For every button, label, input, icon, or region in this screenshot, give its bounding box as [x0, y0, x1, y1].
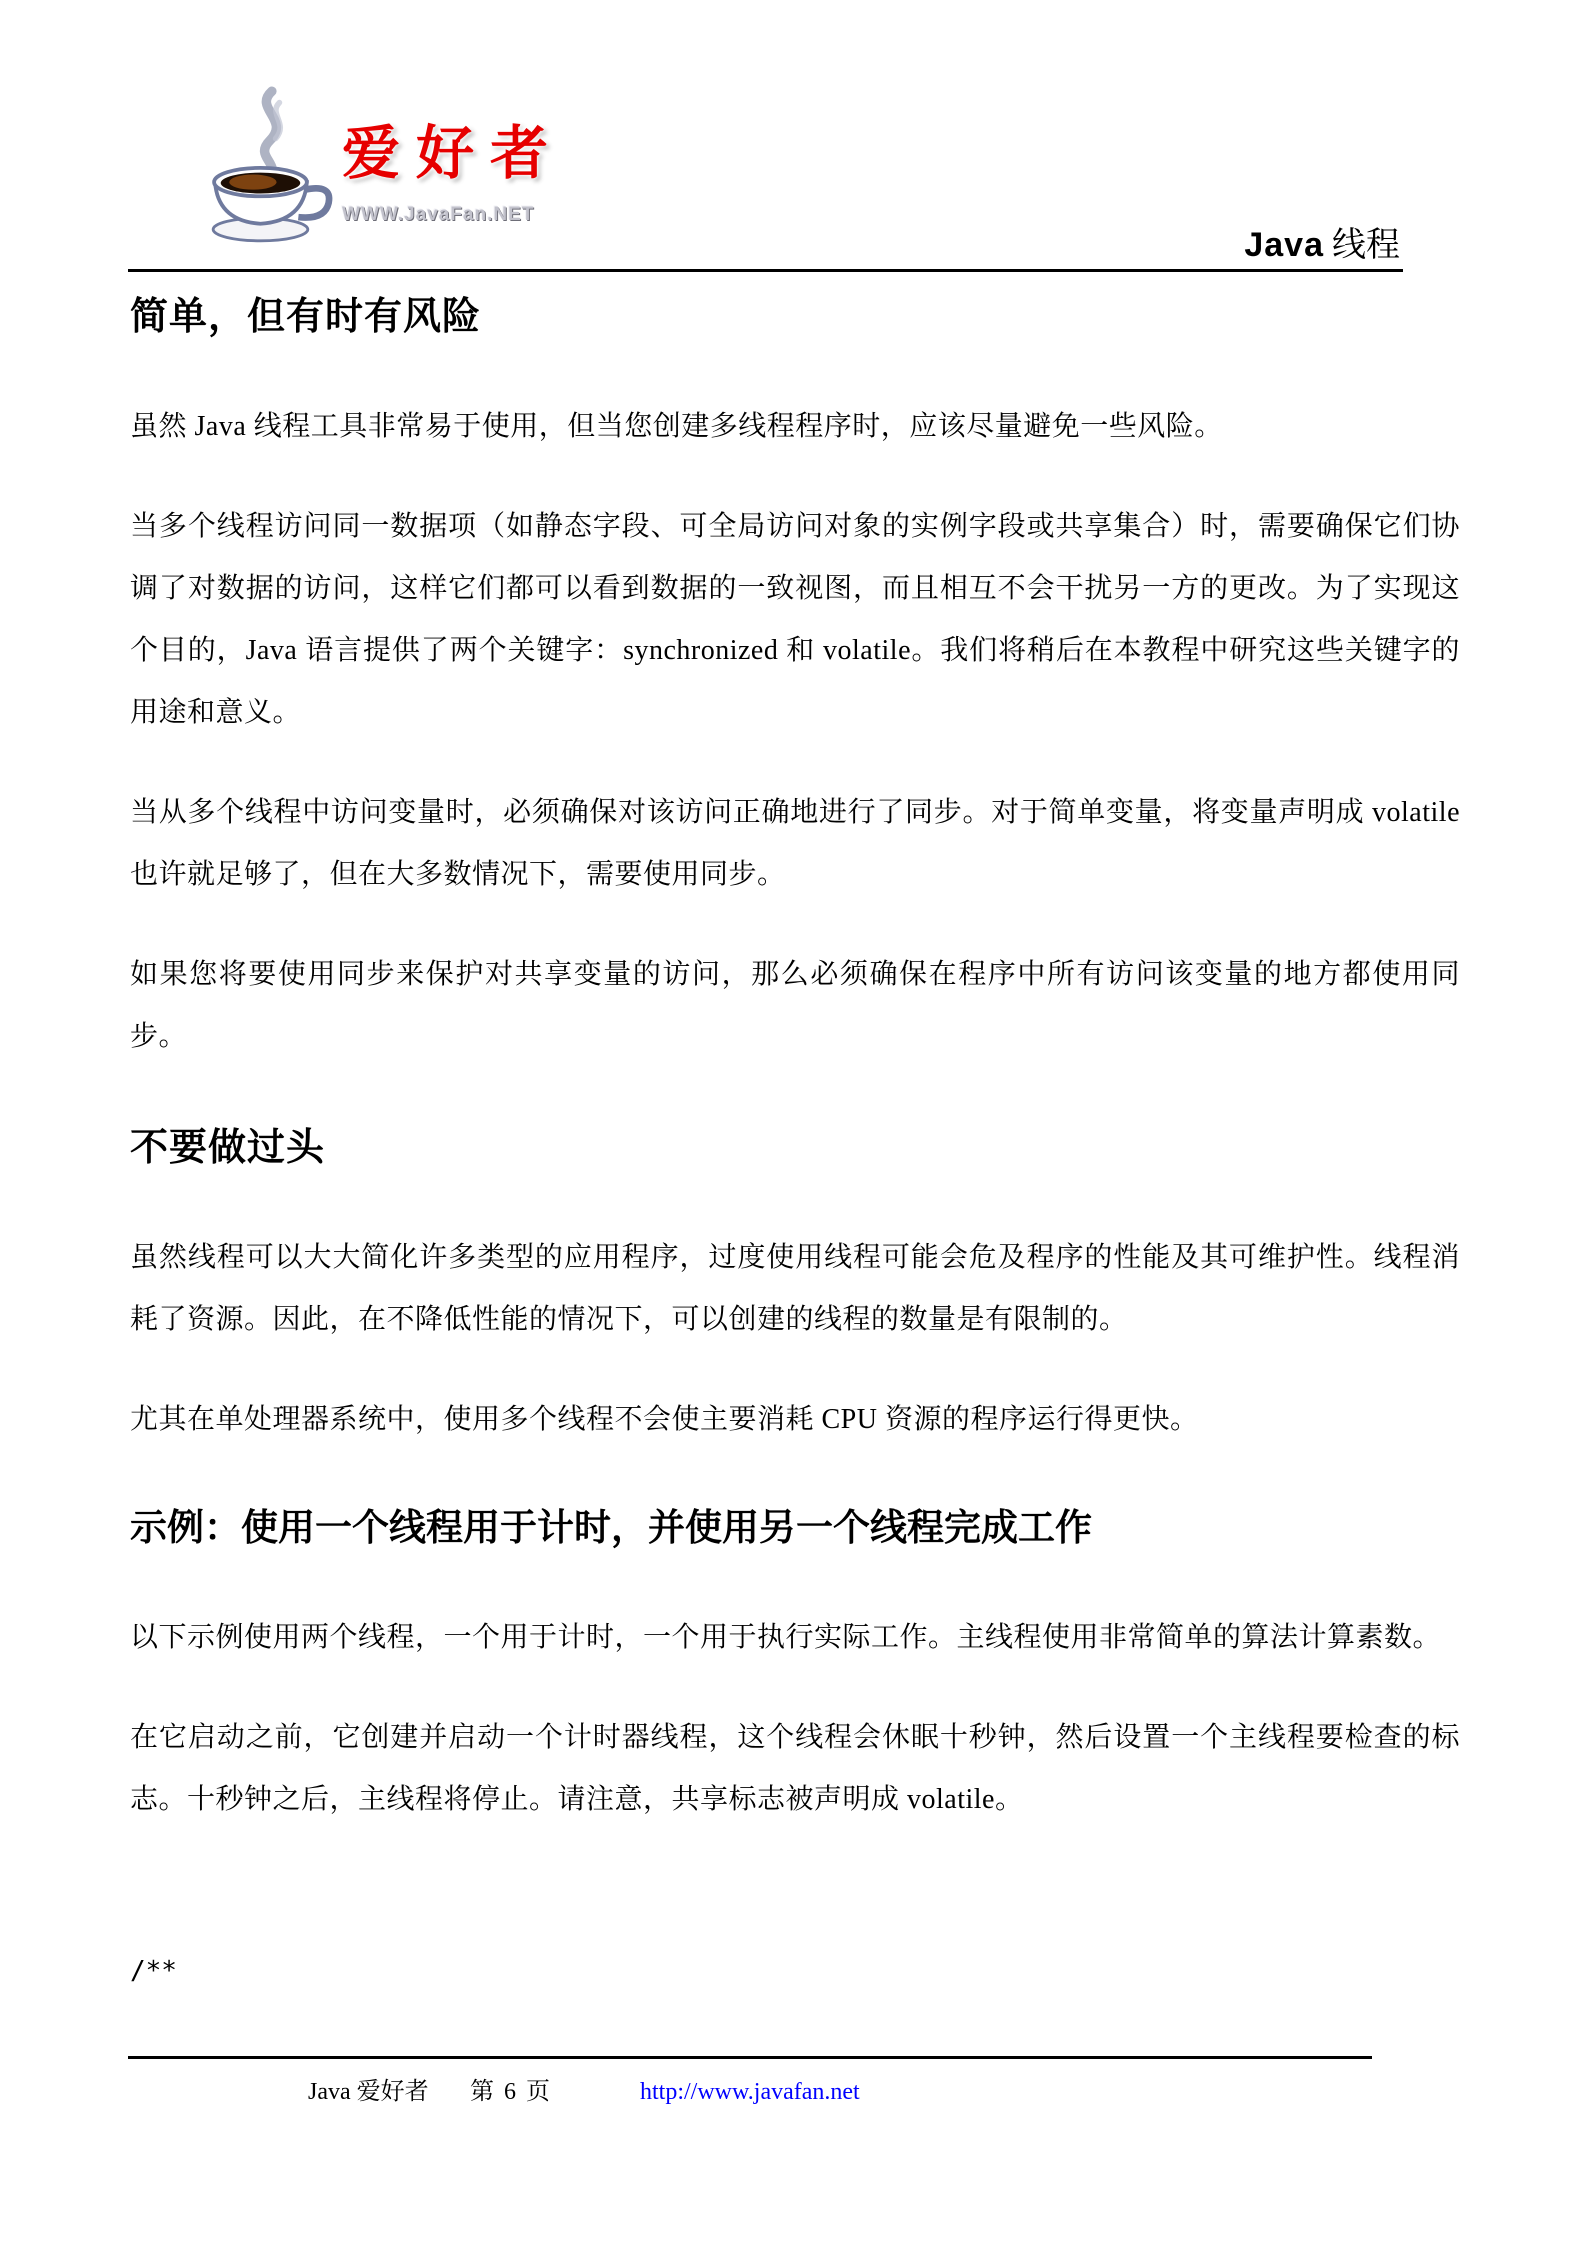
paragraph: 在它启动之前，它创建并启动一个计时器线程，这个线程会休眠十秒钟，然后设置一个主线程要检查的标志。十秒钟之后，主线程将停止。请注意，共享标志被声明成 volatile。: [130, 1722, 1460, 1815]
footer-site-name: Java 爱好者: [308, 2079, 429, 2105]
paragraph: 虽然线程可以大大简化许多类型的应用程序，过度使用线程可能会危及程序的性能及其可维护性。线程消耗了资源。因此，在不降低性能的情况下，可以创建的线程的数量是有限制的。: [130, 1242, 1460, 1335]
page-header: [0, 0, 1586, 272]
section-heading-overdo: 不要做过头: [130, 1127, 326, 1169]
coffee-cup-icon: [198, 82, 340, 250]
footer-page-number: 第 6 页: [470, 2079, 552, 2105]
document-body: [0, 293, 1586, 1831]
code-comment-line: /**: [130, 1956, 177, 1986]
paragraph: 当从多个线程中访问变量时，必须确保对该访问正确地进行了同步。对于简单变量，将变量声明成 volatile 也许就足够了，但在大多数情况下，需要使用同步。: [130, 797, 1460, 890]
paragraph: 以下示例使用两个线程，一个用于计时，一个用于执行实际工作。主线程使用非常简单的算法计算素数。: [130, 1622, 1442, 1653]
document-title-cn: 线程: [1332, 227, 1400, 264]
page-footer: [0, 2074, 1586, 2118]
footer-site-link[interactable]: http://www.javafan.net: [640, 2079, 860, 2105]
footer-divider: [128, 2056, 1372, 2059]
document-title-en: Java: [1244, 226, 1324, 264]
paragraph: 当多个线程访问同一数据项（如静态字段、可全局访问对象的实例字段或共享集合）时，需要确保它们协调了对数据的访问，这样它们都可以看到数据的一致视图，而且相互不会干扰另一方的更改。为了实现这个目的，Java 语言提供了两个关键字：synchronized 和 volatile。我们将稍后在本教程中研究这些关键字的用途和意义。: [130, 511, 1460, 728]
logo-site-url: WWW.JavaFan.NET: [342, 204, 535, 225]
logo-brand-text: 爱好者: [342, 121, 565, 186]
paragraph: 尤其在单处理器系统中，使用多个线程不会使主要消耗 CPU 资源的程序运行得更快。: [130, 1404, 1199, 1435]
paragraph: 如果您将要使用同步来保护对共享变量的访问，那么必须确保在程序中所有访问该变量的地方都使用同步。: [130, 959, 1460, 1052]
document-title: [1244, 225, 1400, 266]
section-heading-risks: 简单，但有时有风险: [130, 296, 482, 338]
paragraph: 虽然 Java 线程工具非常易于使用，但当您创建多线程程序时，应该尽量避免一些风险。: [130, 411, 1223, 442]
site-logo[interactable]: [198, 82, 564, 250]
logo-text-block: [342, 82, 564, 226]
section-heading-example: 示例：使用一个线程用于计时，并使用另一个线程完成工作: [130, 1507, 1092, 1548]
header-divider: [128, 269, 1403, 272]
